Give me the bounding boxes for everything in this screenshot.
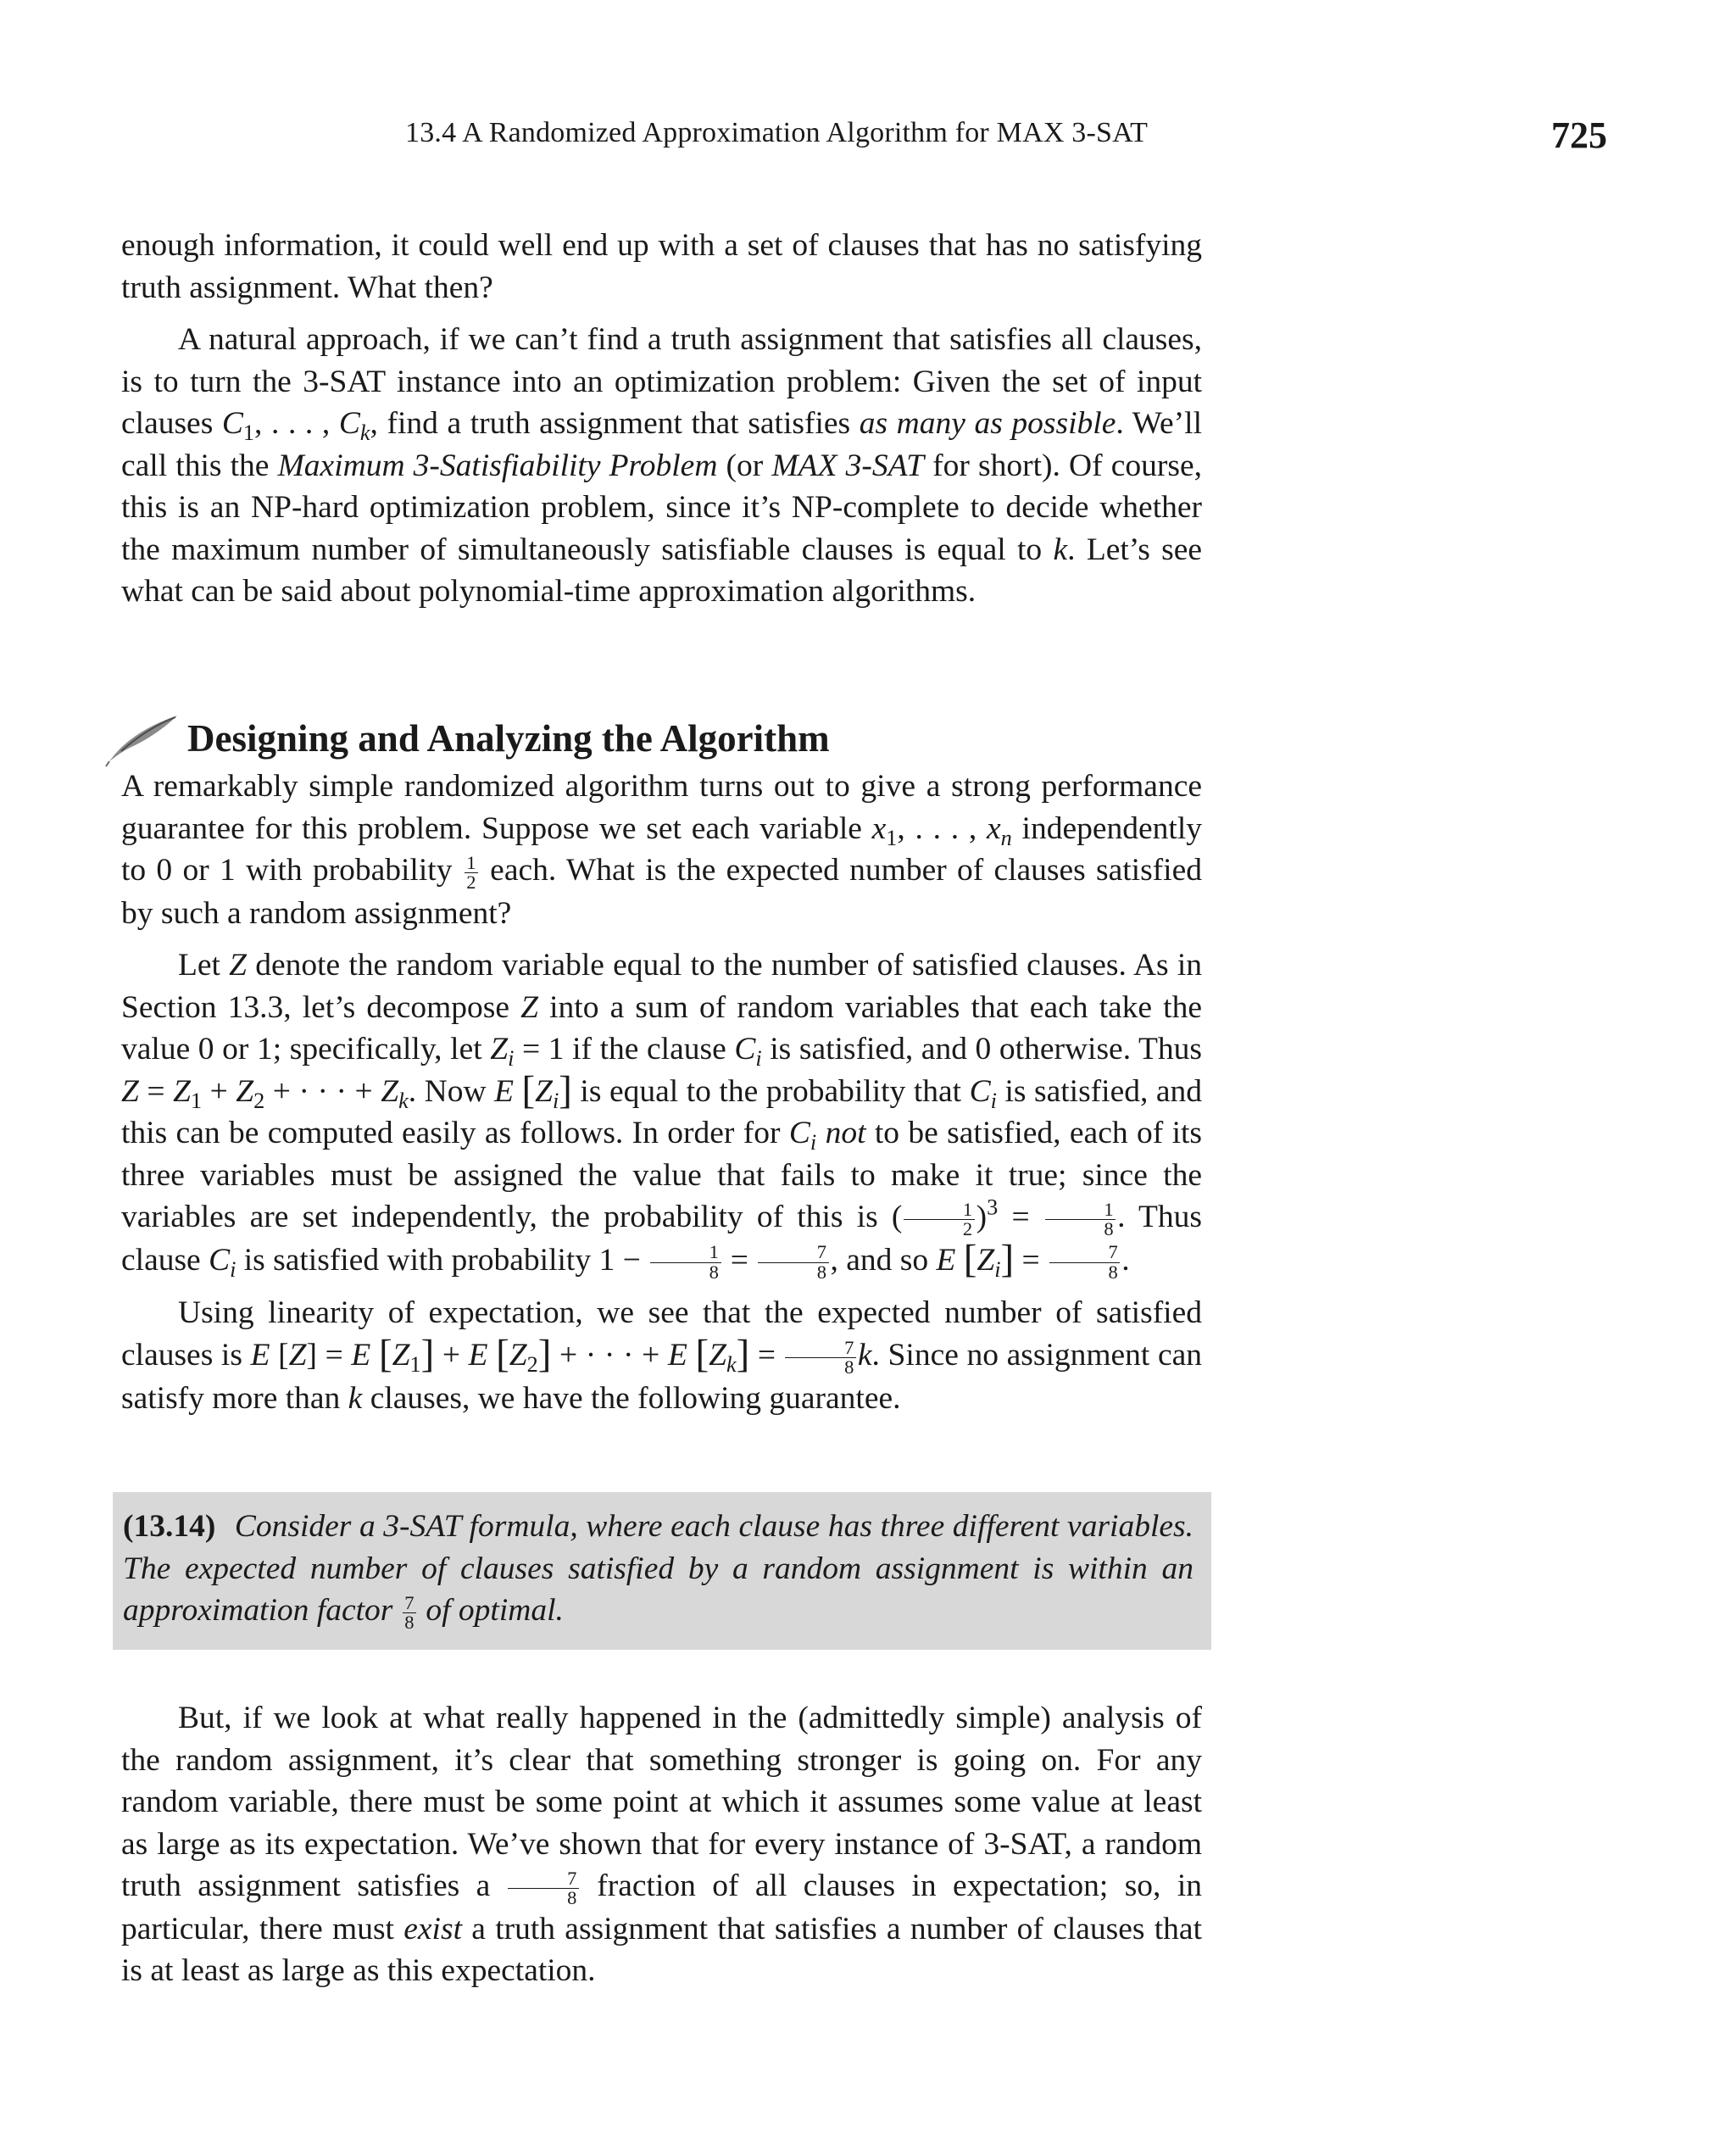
- section-paragraph-3: Using linearity of expectation, we see that the expected number of satisfied clauses is E [Z] = E $[Z_1] + E$ $[Z_2]$ + · · · + E $[Z_k]$ = $\frac{7}{8}$ k. Since no assignment can satisfy more than k clauses, we have the following guarantee.: [121, 1295, 1203, 1416]
- intro-paragraph-2: A natural approach, if we can’t find a truth assignment that satisfies all clauses, is to turn the 3-SAT instance into an optimization problem: Given the set of input clauses $C_1$, . . . , $C_k$, find a truth assignment that satisfies as many as possible. We’ll call this the Maximum 3-Satisfiability Problem (or MAX 3-SAT for short). Of course, this is an NP-hard optimization problem, since it’s NP-complete to decide whether the maximum number of simultaneously satisfiable clauses is equal to k. Let’s see what can be said about polynomial-time approximation algorithms.: [121, 322, 1203, 609]
- section-title: Designing and Analyzing the Algorithm: [187, 717, 830, 760]
- theorem-text: (13.14) Consider a 3-SAT formula, where each clause has three different variables. The expected number of clauses satisfied by a random assignment is within an approximation factor $\frac{7}{8}$ of optimal.: [123, 1509, 1194, 1634]
- section-heading: [104, 709, 830, 768]
- closing-paragraph: But, if we look at what really happened in the (admittedly simple) analysis of the random assignment, it’s clear that something stronger is going on. For any random variable, there must be some point at which it assumes some value at least as large as its expectation. We’ve shown that for every instance of 3-SAT, a random truth assignment satisfies a $\frac{7}{8}$ fraction of all clauses in expectation; so, in particular, there must exist a truth assignment that satisfies a number of clauses that is at least as large as this expectation.: [121, 1701, 1203, 1989]
- page-number: 725: [1551, 114, 1607, 156]
- section-paragraph-2: Let Z denote the random variable equal to the number of satisfied clauses. As in Section 13.3, let’s decompose Z into a sum of random variables that each take the value 0 or 1; specifically, let $Z_i = 1$ if the clause $C_i$ is satisfied, and 0 otherwise. Thus $Z = Z_1 + Z_2$ + · · · + $Z_k$. Now E $[Z_i]$ is equal to the probability that $C_i$ is satisfied, and this can be computed easily as follows. In order for $C_i$ not to be satisfied, each of its three variables must be assigned the value that fails to make it true; since the variables are set independently, the probability of this is ( $\frac{1}{2}$ )$^3$ = $\frac{1}{8}$ . Thus clause $C_i$ is satisfied with probability 1 − $\frac{1}{8}$ = $\frac{7}{8}$ , and so E $[Z_i]$ = $\frac{7}{8}$ .: [121, 948, 1203, 1283]
- running-head: 13.4 A Randomized Approximation Algorithm for MAX 3-SAT: [405, 117, 1149, 148]
- section-body: [121, 766, 1202, 1419]
- closing-block: [121, 1697, 1202, 1992]
- section-paragraph-1: A remarkably simple randomized algorithm turns out to give a strong performance guarantee for this problem. Suppose we set each variable $x_1$, . . . , $x_n$ independently to 0 or 1 with probability $\frac{1}{2}$ each. What is the expected number of clauses satisfied by such a random assignment?: [121, 769, 1202, 931]
- intro-block: [121, 225, 1202, 613]
- quill-pen-icon: [104, 709, 181, 768]
- intro-paragraph-1: enough information, it could well end up with a set of clauses that has no satisfying truth assignment. What then?: [121, 228, 1202, 305]
- theorem-box: [113, 1492, 1211, 1650]
- theorem-label: (13.14): [123, 1509, 216, 1544]
